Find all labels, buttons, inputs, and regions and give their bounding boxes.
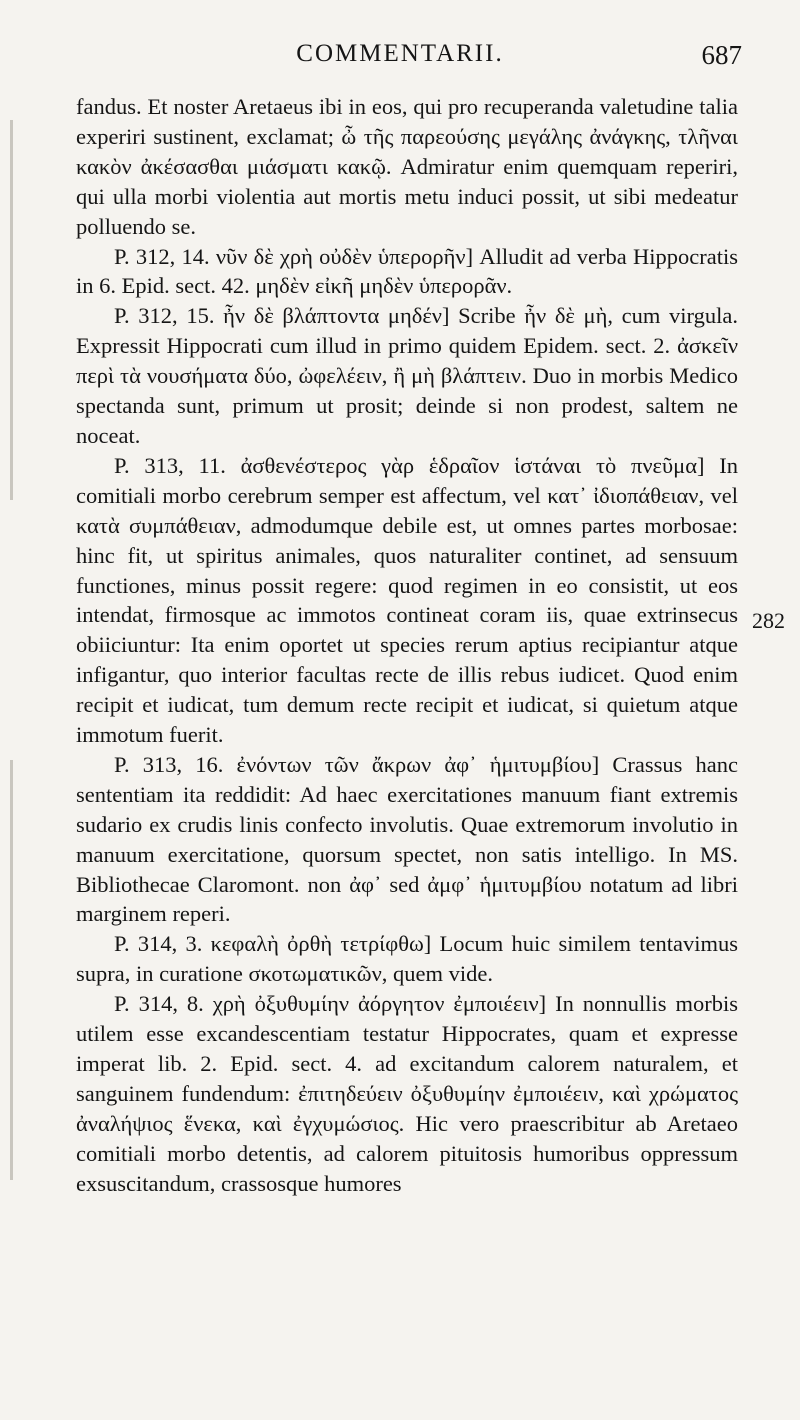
commentary-entry: P. 313, 16. ἐνόντων τῶν ἄκρων ἀφ᾽ ἡμιτυμβίου] Crassus hanc sententiam ita reddidit: Ad haec exercitationes manuum fiant extremis sudario ex crudis linis confecto involutis. Quae extremorum involutio in manuum exercitatione, quorsum spectet, non satis intelligo. In MS. Bibliothecae Claromont. non ἀφ᾽ sed ἀμφ᾽ ἡμιτυμβίου notatum ad libri marginem reperi. <box>76 751 738 927</box>
running-title: COMMENTARII. <box>296 40 504 67</box>
page-edge-shadow <box>10 760 13 1180</box>
page-number: 687 <box>701 40 742 70</box>
page-edge-shadow <box>10 120 13 500</box>
margin-page-reference: 282 <box>752 608 785 633</box>
commentary-entry: P. 312, 14. νῦν δὲ χρὴ οὐδὲν ὑπερορῆν] Alludit ad verba Hippocratis in 6. Epid. sect. 42. μηδὲν εἰκῆ μηδὲν ὑπερορᾶν. <box>76 243 738 299</box>
page-body <box>76 92 738 1199</box>
commentary-entry: P. 312, 15. ἦν δὲ βλάπτοντα μηδέν] Scribe ἦν δὲ μὴ, cum virgula. Expressit Hippocrati cum illud in primo quidem Epidem. sect. 2. ἀσκεῖν περὶ τὰ νουσήματα δύο, ὠφελέειν, ἢ μὴ βλάπτειν. Duo in morbis Medico spectanda sunt, primum ut prosit; deinde si non prodest, saltem ne noceat. <box>76 303 738 448</box>
commentary-entry: P. 314, 3. κεφαλὴ ὀρθὴ τετρίφθω] Locum huic similem tentavimus supra, in curatione σκοτωματικῶν, quem vide. <box>76 931 738 987</box>
paragraph-continuation: fandus. Et noster Aretaeus ibi in eos, qui pro recuperanda valetudine talia experiri sustinent, exclamat; ὦ τῆς παρεούσης μεγάλης ἀνάγκης, τλῆναι κακὸν ἀκέσασθαι μιάσματι κακῷ. Admiratur enim quemquam reperiri, qui ulla morbi violentia aut mortis metu induci possit, ut sibi medeatur polluendo se. <box>76 94 738 239</box>
commentary-entry: P. 314, 8. χρὴ ὀξυθυμίην ἀόργητον ἐμποιέειν] In nonnullis morbis utilem esse excandescentiam testatur Hippocrates, quam et expresse imperat lib. 2. Epid. sect. 4. ad excitandum calorem naturalem, et sanguinem fundendum: ἐπιτηδεύειν ὀξυθυμίην ἐμποιέειν, καὶ χρώματος ἀναλήψιος ἕνεκα, καὶ ἐγχυμώσιος. Hic vero praescribitur ab Aretaeo comitiali morbo detentis, ad calorem pituitosis humoribus oppressum exsuscitandum, crassosque humores <box>76 991 738 1196</box>
commentary-entry: P. 313, 11. ἀσθενέστερος γὰρ ἑδραῖον ἱστάναι τὸ πνεῦμα] In comitiali morbo cerebrum semper est affectum, vel κατ᾽ ἰδιοπάθειαν, vel κατὰ συμπάθειαν, admodumque debile est, ut omnes partes morbosae: hinc fit, ut spiritus animales, quos naturaliter continet, ad sensuum functiones, minus possit regere: quod regimen in eo consistit, ut eos intendat, firmosque ac immotos contineat coram iis, quae extrinsecus obiiciuntur: Ita enim oportet ut species rerum aptius recipiantur atque infigantur, quo interior facultas recte de illis rebus iudicet. Quod enim recipit et iudicat, tum demum recte recipit et iudicat, si quietum atque immotum fuerit. <box>76 452 738 748</box>
running-header <box>0 40 800 90</box>
